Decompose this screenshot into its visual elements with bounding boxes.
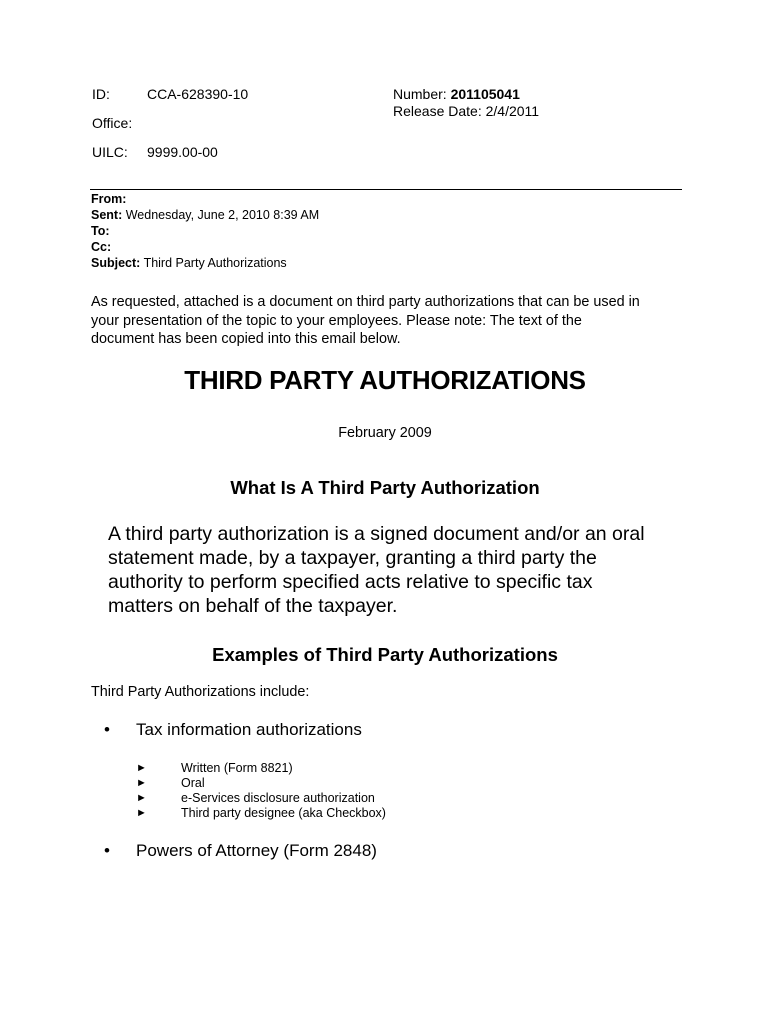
arrow-icon: ►	[136, 777, 147, 789]
email-sent	[91, 208, 319, 224]
arrow-icon: ►	[136, 792, 147, 804]
bullet-icon: •	[104, 720, 110, 739]
sub-item: e-Services disclosure authorization	[181, 791, 375, 805]
bullet-powers-of-attorney: Powers of Attorney (Form 2848)	[136, 841, 377, 860]
divider-line	[90, 189, 682, 190]
document-date: February 2009	[338, 425, 432, 441]
email-from	[91, 192, 126, 208]
release-date: Release Date: 2/4/2011	[393, 103, 540, 119]
sent-value: Wednesday, June 2, 2010 8:39 AM	[125, 208, 320, 222]
definition-line: authority to perform specified acts relative to specific tax	[108, 571, 593, 593]
to-label: To:	[91, 224, 110, 238]
subject-label: Subject:	[91, 256, 141, 270]
definition-line: statement made, by a taxpayer, granting a third party the	[108, 547, 597, 569]
sub-item: Third party designee (aka Checkbox)	[181, 806, 386, 820]
email-to	[91, 224, 110, 240]
definition-line: matters on behalf of the taxpayer.	[108, 595, 398, 617]
id-value: CCA-628390-10	[147, 86, 249, 102]
definition-line: A third party authorization is a signed document and/or an oral	[108, 523, 645, 545]
bullet-icon: •	[104, 841, 110, 860]
email-cc	[91, 240, 111, 256]
office-label: Office:	[92, 115, 133, 131]
bullet-tax-info: Tax information authorizations	[136, 720, 362, 739]
number-value: 201105041	[450, 86, 520, 102]
includes-text: Third Party Authorizations include:	[91, 684, 310, 700]
intro-line: your presentation of the topic to your employees. Please note: The text of the	[91, 312, 582, 329]
intro-paragraph	[91, 293, 691, 349]
email-subject	[91, 256, 287, 272]
sub-item: Written (Form 8821)	[181, 761, 293, 775]
from-label: From:	[91, 192, 127, 206]
intro-line: As requested, attached is a document on third party authorizations that can be used in	[91, 294, 640, 310]
section-heading-examples: Examples of Third Party Authorizations	[212, 644, 558, 665]
intro-line: document has been copied into this email below.	[91, 331, 401, 347]
arrow-icon: ►	[136, 807, 147, 819]
sent-label: Sent:	[91, 208, 123, 222]
document-title: THIRD PARTY AUTHORIZATIONS	[184, 365, 586, 395]
cc-label: Cc:	[91, 240, 112, 254]
uilc-value: 9999.00-00	[147, 144, 218, 160]
sub-item: Oral	[181, 776, 205, 790]
uilc-label: UILC:	[92, 144, 128, 160]
arrow-icon: ►	[136, 762, 147, 774]
subject-value: Third Party Authorizations	[143, 256, 287, 270]
id-label: ID:	[92, 86, 110, 102]
section-heading-what-is: What Is A Third Party Authorization	[230, 477, 540, 498]
number-line	[393, 86, 520, 102]
definition-paragraph	[108, 522, 645, 618]
number-label: Number:	[393, 86, 447, 102]
